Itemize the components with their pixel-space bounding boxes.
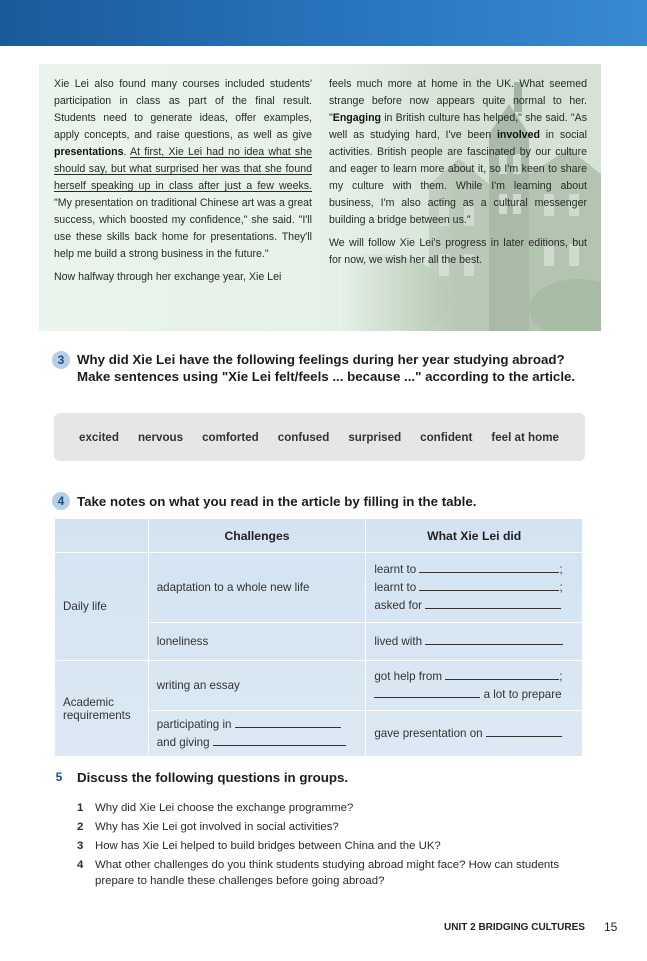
discussion-questions bbox=[77, 800, 597, 892]
challenge-participating: participating in and giving bbox=[148, 711, 366, 757]
answer-blank[interactable] bbox=[445, 679, 559, 680]
word-comforted: comforted bbox=[202, 430, 259, 444]
table-header-row bbox=[55, 519, 583, 553]
answer-blank[interactable] bbox=[419, 572, 559, 573]
question-5-text: Discuss the following questions in groups. bbox=[77, 770, 349, 785]
question-4-number: 4 bbox=[52, 492, 70, 510]
list-item: 4 What other challenges do you think students studying abroad might face? How can students prepare to handle these challenges before going abroad? bbox=[77, 859, 560, 887]
answer-blank[interactable] bbox=[235, 727, 341, 728]
notes-table bbox=[54, 518, 583, 757]
question-5-number: 5 bbox=[55, 770, 63, 784]
answer-blank[interactable] bbox=[486, 736, 562, 737]
word-feel-at-home: feel at home bbox=[491, 430, 559, 444]
article-excerpt bbox=[39, 64, 601, 331]
word-excited: excited bbox=[79, 430, 119, 444]
article-right-column bbox=[329, 76, 587, 275]
word-confident: confident bbox=[420, 430, 473, 444]
answer-blank[interactable] bbox=[425, 608, 561, 609]
word-surprised: surprised bbox=[348, 430, 402, 444]
word-nervous: nervous bbox=[137, 430, 184, 444]
table-header-empty bbox=[55, 519, 149, 553]
list-item: 3 How has Xie Lei helped to build bridges between China and the UK? bbox=[77, 840, 441, 852]
question-4-text: Take notes on what you read in the article by filling in the table. bbox=[77, 494, 477, 509]
answer-blank[interactable] bbox=[419, 590, 559, 591]
list-item: 2 Why has Xie Lei got involved in social activities? bbox=[77, 821, 339, 833]
answer-blank[interactable] bbox=[425, 644, 563, 645]
top-color-band bbox=[0, 0, 647, 46]
article-left-paragraph-2: Now halfway through her exchange year, Xie Lei bbox=[54, 271, 282, 283]
article-left-column bbox=[54, 76, 312, 292]
row-label-daily-life: Daily life bbox=[55, 553, 149, 661]
table-row bbox=[55, 661, 583, 711]
feelings-word-bank bbox=[54, 413, 585, 461]
article-right-paragraph-1: feels much more at home in the UK. What seemed strange before now appears quite normal to her. "Engaging in British culture has helped," she said. "As well as studying hard, I've been involved in social activities. British people are fascinated by our culture and eager to learn more about it, so I'm keen to share my culture with them. While I'm learning about business, I'm also acting as a cultural messenger building a bridge between us." bbox=[329, 78, 587, 226]
article-right-paragraph-2: We will follow Xie Lei's progress in later editions, but for now, we wish her all the best. bbox=[329, 237, 587, 266]
action-loneliness: lived with bbox=[366, 623, 583, 661]
challenge-essay: writing an essay bbox=[148, 661, 366, 711]
table-row bbox=[55, 553, 583, 623]
action-essay: got help from ; a lot to prepare bbox=[366, 661, 583, 711]
challenge-loneliness: loneliness bbox=[148, 623, 366, 661]
answer-blank[interactable] bbox=[213, 745, 346, 746]
challenge-adaptation: adaptation to a whole new life bbox=[148, 553, 366, 623]
row-label-academic: Academic requirements bbox=[55, 661, 149, 757]
footer-page-number: 15 bbox=[604, 920, 618, 934]
word-confused: confused bbox=[277, 430, 330, 444]
table-header-challenges: Challenges bbox=[148, 519, 366, 553]
list-item: 1 Why did Xie Lei choose the exchange programme? bbox=[77, 802, 354, 814]
action-presentation: gave presentation on bbox=[366, 711, 583, 757]
question-3-text: Why did Xie Lei have the following feelings during her year studying abroad? Make sentences using "Xie Lei felt/feels ... because ..." according to the article. bbox=[77, 352, 576, 384]
table-header-actions: What Xie Lei did bbox=[366, 519, 583, 553]
action-adaptation: learnt to ; learnt to ; asked for bbox=[366, 553, 583, 623]
answer-blank[interactable] bbox=[374, 697, 480, 698]
footer-unit-title: UNIT 2 BRIDGING CULTURES bbox=[444, 922, 585, 933]
question-3-number: 3 bbox=[52, 351, 70, 369]
article-left-paragraph-1: Xie Lei also found many courses included students' participation in class as part of the final result. Students need to generate ideas, offer examples, apply concepts, and raise questions, as well as give presentations. At first, Xie Lei had no idea what she should say, but what surprised her was that she found herself speaking up in class after just a few weeks. "My presentation on traditional Chinese art was a great success, which boosted my confidence," she said. "I'll use these skills back home for presentations. They'll help me build a strong business in the future." bbox=[54, 78, 312, 260]
